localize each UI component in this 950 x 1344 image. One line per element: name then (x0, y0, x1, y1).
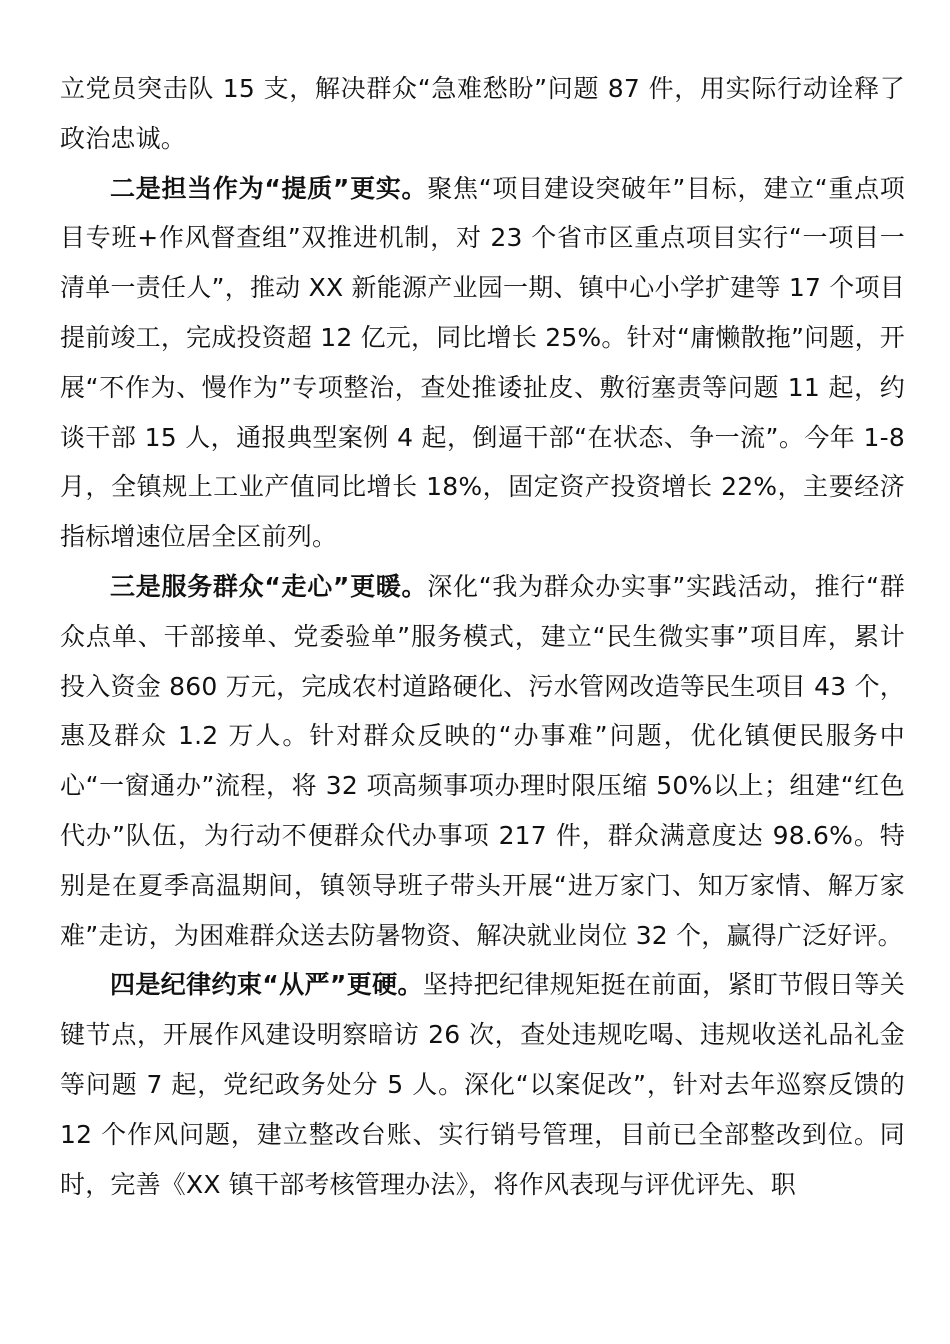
paragraph-responsibility (60, 164, 905, 562)
paragraph-text: 聚焦“项目建设突破年”目标，建立“重点项目专班+作风督查组”双推进机制，对 23 个省市区重点项目实行“一项目一清单一责任人”，推动 XX 新能源产业园一期、镇中心小学扩建等 17 个项目提前竣工，完成投资超 12 亿元，同比增长 25%。针对“庸懒散拖”问题，开展“不作为、慢作为”专项整治，查处推诿扯皮、敷衍塞责等问题 11 起，约谈干部 15 人，通报典型案例 4 起，倒逼干部“在状态、争一流”。今年 1-8 月，全镇规上工业产值同比增长 18%，固定资产投资增长 22%，主要经济指标增速位居全区前列。 (60, 173, 906, 552)
paragraph-service (60, 562, 905, 960)
document-body (60, 64, 905, 1209)
paragraph-discipline (60, 960, 905, 1209)
paragraph-intro-continuation (60, 64, 905, 164)
paragraph-lead: 三是服务群众“走心”更暖。 (110, 571, 428, 601)
paragraph-lead: 二是担当作为“提质”更实。 (110, 173, 428, 203)
paragraph-text: 坚持把纪律规矩挺在前面，紧盯节假日等关键节点，开展作风建设明察暗访 26 次，查处违规吃喝、违规收送礼品礼金等问题 7 起，党纪政务处分 5 人。深化“以案促改”，针对去年巡察反馈的 12 个作风问题，建立整改台账、实行销号管理，目前已全部整改到位。同时，完善《XX 镇干部考核管理办法》，将作风表现与评优评先、职 (60, 970, 905, 1199)
paragraph-text: 立党员突击队 15 支，解决群众“急难愁盼”问题 87 件，用实际行动诠释了政治忠诚。 (60, 74, 905, 153)
paragraph-text: 深化“我为群众办实事”实践活动，推行“群众点单、干部接单、党委验单”服务模式，建立“民生微实事”项目库，累计投入资金 860 万元，完成农村道路硬化、污水管网改造等民生项目 43 个，惠及群众 1.2 万人。针对群众反映的“办事难”问题，优化镇便民服务中心“一窗通办”流程，将 32 项高频事项办理时限压缩 50%以上；组建“红色代办”队伍，为行动不便群众代办事项 217 件，群众满意度达 98.6%。特别是在夏季高温期间，镇领导班子带头开展“进万家门、知万家情、解万家难”走访，为困难群众送去防暑物资、解决就业岗位 32 个，赢得广泛好评。 (60, 571, 906, 950)
paragraph-lead: 四是纪律约束“从严”更硬。 (110, 970, 423, 1000)
